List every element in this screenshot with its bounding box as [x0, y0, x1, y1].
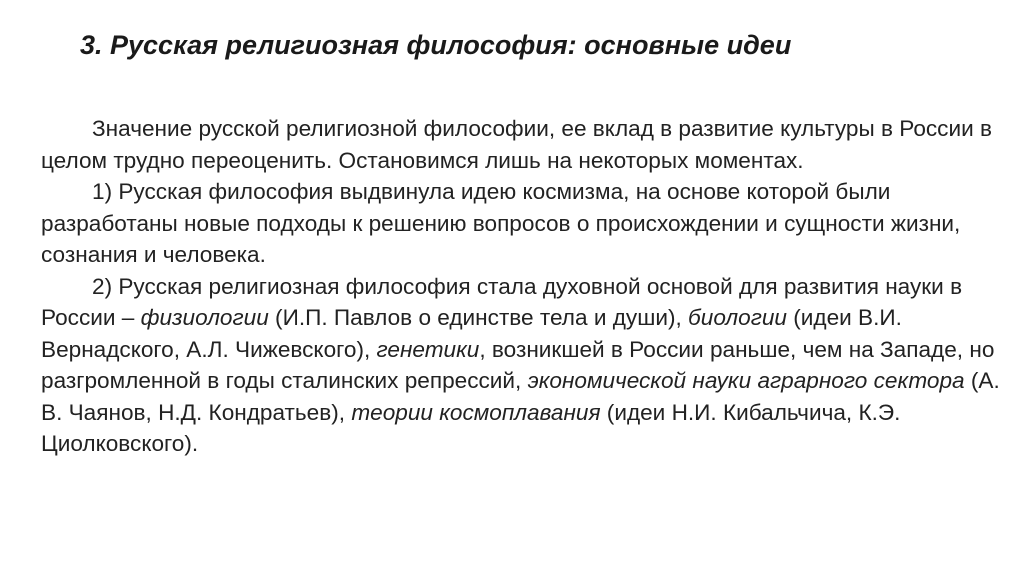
paragraph-intro: Значение русской религиозной философии, ее вклад в развитие культуры в России в целом трудно переоценить. Остановимся лишь на некоторых моментах. — [41, 116, 992, 173]
text-segment: 2) Русская религиозная философия стала духовной основой для развития науки в России – — [41, 273, 963, 330]
emphasis-physiology: физиологии — [140, 305, 269, 330]
slide-title: 3. Русская религиозная философия: основные идеи — [80, 30, 792, 60]
slide-body — [41, 113, 1001, 460]
text-segment: (И.П. Павлов о единстве тела и души), — [268, 305, 689, 330]
paragraph-science — [41, 271, 1001, 460]
text-segment: , возникшей в России раньше, чем на Западе, но разгромленной в годы сталинских репрессий, — [41, 336, 995, 393]
text-segment: (А. В. Чаянов, Н.Д. Кондратьев), — [41, 368, 1000, 425]
emphasis-genetics: генетики — [376, 336, 480, 362]
paragraph-cosmism: 1) Русская философия выдвинула идею космизма, на основе которой были разработаны новые подходы к решению вопросов о происхождении и сущности жизни, сознания и человека. — [41, 179, 961, 267]
text-segment: (идеи В.И. Вернадского, А.Л. Чижевского), — [41, 305, 902, 362]
text-segment: (идеи Н.И. Кибальчича, К.Э. Циолковского). — [41, 399, 901, 456]
emphasis-cosmonautics: теории космоплавания — [351, 399, 601, 425]
emphasis-economics: экономической науки аграрного сектора — [527, 368, 965, 393]
emphasis-biology: биологии — [688, 305, 787, 330]
